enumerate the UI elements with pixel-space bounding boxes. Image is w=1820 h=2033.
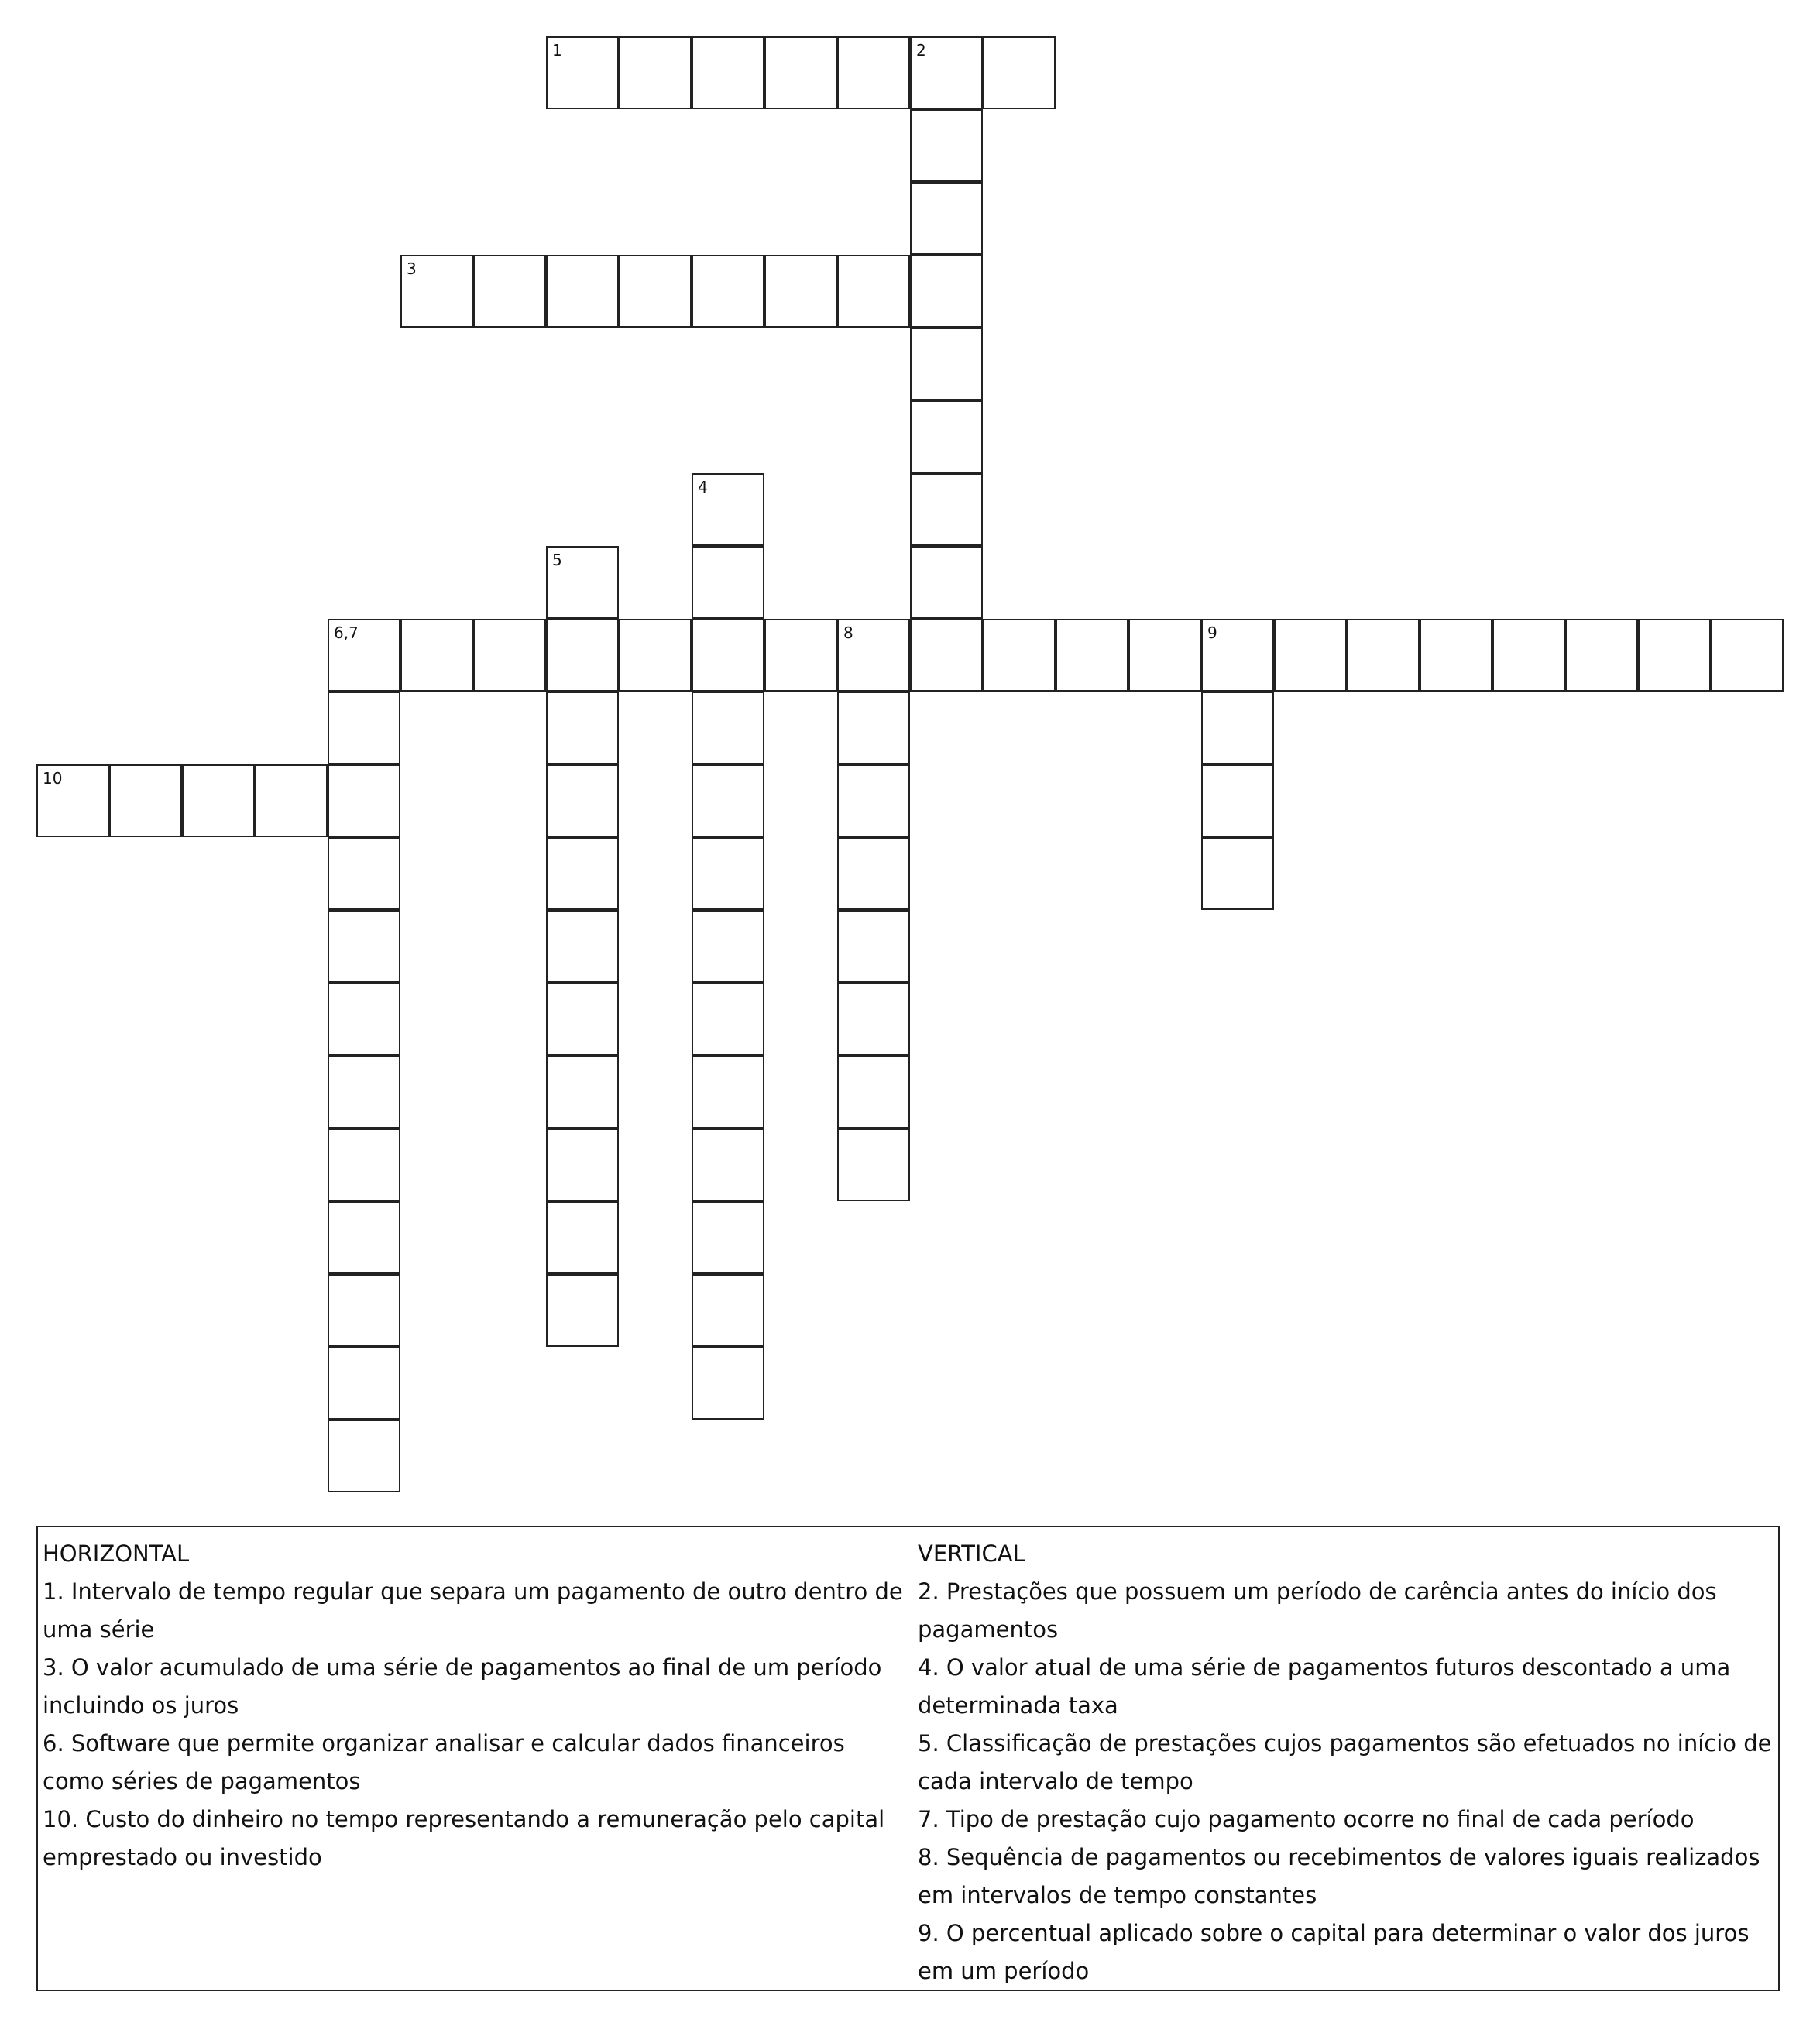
crossword-cell[interactable] — [692, 764, 764, 837]
crossword-cell[interactable] — [619, 255, 692, 328]
crossword-cell[interactable] — [910, 255, 983, 328]
crossword-cell[interactable] — [473, 619, 546, 692]
crossword-cell[interactable] — [546, 619, 619, 692]
crossword-cell[interactable] — [328, 910, 400, 983]
crossword-cell[interactable] — [328, 1201, 400, 1274]
crossword-cell[interactable] — [328, 692, 400, 764]
crossword-cell[interactable] — [837, 36, 910, 109]
crossword-cell[interactable] — [910, 473, 983, 546]
clue-horizontal-1: 1. Intervalo de tempo regular que separa um pagamento de outro dentro de uma série — [43, 1578, 903, 1643]
crossword-cell[interactable] — [910, 182, 983, 255]
clue-vertical-7: 7. Tipo de prestação cujo pagamento ocorre no final de cada período — [918, 1806, 1695, 1832]
crossword-cell[interactable] — [328, 1274, 400, 1347]
crossword-cell[interactable] — [837, 1056, 910, 1128]
clue-horizontal-10: 10. Custo do dinheiro no tempo representando a remuneração pelo capital emprestado ou investido — [43, 1806, 885, 1870]
crossword-cell[interactable] — [837, 837, 910, 910]
crossword-cell[interactable] — [546, 983, 619, 1056]
crossword-cell[interactable] — [692, 1128, 764, 1201]
crossword-cell[interactable] — [473, 255, 546, 328]
crossword-cell[interactable] — [546, 764, 619, 837]
crossword-cell[interactable] — [837, 1128, 910, 1201]
crossword-cell[interactable] — [764, 619, 837, 692]
cell-number: 2 — [916, 41, 926, 60]
crossword-cell[interactable] — [328, 1420, 400, 1492]
clue-vertical-4: 4. O valor atual de uma série de pagamentos futuros descontado a uma determinada taxa — [918, 1654, 1731, 1719]
crossword-cell[interactable] — [328, 983, 400, 1056]
cell-number: 4 — [698, 478, 708, 496]
horizontal-heading: HORIZONTAL — [43, 1540, 190, 1567]
crossword-cell[interactable] — [400, 255, 473, 328]
crossword-cell[interactable] — [546, 36, 619, 109]
crossword-cell[interactable] — [983, 36, 1056, 109]
clue-horizontal-3: 3. O valor acumulado de uma série de pagamentos ao final de um período incluindo os juros — [43, 1654, 882, 1719]
clue-vertical-2: 2. Prestações que possuem um período de carência antes do início dos pagamentos — [918, 1578, 1717, 1643]
crossword-cell[interactable] — [837, 983, 910, 1056]
crossword-cell[interactable] — [910, 400, 983, 473]
cell-number: 3 — [407, 259, 417, 278]
crossword-cell[interactable] — [546, 910, 619, 983]
crossword-cell[interactable] — [1565, 619, 1638, 692]
crossword-cell[interactable] — [692, 1347, 764, 1420]
crossword-cell[interactable] — [692, 255, 764, 328]
cell-number: 5 — [552, 551, 562, 569]
crossword-cell[interactable] — [1638, 619, 1711, 692]
crossword-cell[interactable] — [546, 1128, 619, 1201]
cell-number: 8 — [843, 623, 853, 642]
crossword-cell[interactable] — [546, 1201, 619, 1274]
cell-number: 1 — [552, 41, 562, 60]
crossword-cell[interactable] — [1201, 764, 1274, 837]
crossword-cell[interactable] — [1420, 619, 1492, 692]
crossword-cell[interactable] — [837, 764, 910, 837]
crossword-cell[interactable] — [1128, 619, 1201, 692]
crossword-cell[interactable] — [1201, 619, 1274, 692]
crossword-cell[interactable] — [692, 473, 764, 546]
crossword-cell[interactable] — [692, 546, 764, 619]
crossword-cell[interactable] — [1711, 619, 1784, 692]
vertical-clues — [918, 1535, 1781, 1990]
crossword-cell[interactable] — [619, 36, 692, 109]
crossword-cell[interactable] — [983, 619, 1056, 692]
crossword-cell[interactable] — [546, 1274, 619, 1347]
crossword-cell[interactable] — [692, 1056, 764, 1128]
horizontal-clues — [43, 1535, 906, 1877]
clue-horizontal-6: 6. Software que permite organizar analisar e calcular dados financeiros como séries de pagamentos — [43, 1730, 845, 1794]
crossword-cell[interactable] — [255, 764, 328, 837]
clue-vertical-9: 9. O percentual aplicado sobre o capital para determinar o valor dos juros em um período — [918, 1920, 1750, 1984]
crossword-cell[interactable] — [692, 619, 764, 692]
crossword-cell[interactable] — [910, 328, 983, 400]
crossword-cell[interactable] — [328, 837, 400, 910]
clue-vertical-5: 5. Classificação de prestações cujos pagamentos são efetuados no início de cada intervalo de tempo — [918, 1730, 1772, 1794]
crossword-cell[interactable] — [328, 1347, 400, 1420]
vertical-heading: VERTICAL — [918, 1540, 1025, 1567]
crossword-cell[interactable] — [764, 36, 837, 109]
crossword-cell[interactable] — [837, 910, 910, 983]
crossword-cell[interactable] — [837, 255, 910, 328]
cell-number: 6,7 — [334, 623, 359, 642]
crossword-cell[interactable] — [692, 36, 764, 109]
crossword-cell[interactable] — [400, 619, 473, 692]
crossword-cell[interactable] — [1056, 619, 1128, 692]
crossword-cell[interactable] — [109, 764, 182, 837]
crossword-cell[interactable] — [328, 1128, 400, 1201]
crossword-cell[interactable] — [1201, 837, 1274, 910]
cell-number: 10 — [43, 769, 63, 788]
crossword-cell[interactable] — [910, 546, 983, 619]
crossword-cell[interactable] — [36, 764, 109, 837]
cell-number: 9 — [1207, 623, 1217, 642]
crossword-cell[interactable] — [1201, 692, 1274, 764]
crossword-cell[interactable] — [1274, 619, 1347, 692]
crossword-cell[interactable] — [692, 1274, 764, 1347]
crossword-cell[interactable] — [546, 546, 619, 619]
crossword-cell[interactable] — [910, 619, 983, 692]
crossword-cell[interactable] — [328, 619, 400, 692]
crossword-cell[interactable] — [546, 1056, 619, 1128]
crossword-cell[interactable] — [619, 619, 692, 692]
crossword-cell[interactable] — [692, 837, 764, 910]
crossword-cell[interactable] — [910, 36, 983, 109]
crossword-cell[interactable] — [764, 255, 837, 328]
crossword-cell[interactable] — [1492, 619, 1565, 692]
crossword-cell[interactable] — [692, 983, 764, 1056]
crossword-cell[interactable] — [692, 1201, 764, 1274]
crossword-cell[interactable] — [328, 764, 400, 837]
crossword-cell[interactable] — [910, 109, 983, 182]
crossword-cell[interactable] — [328, 1056, 400, 1128]
crossword-cell[interactable] — [546, 255, 619, 328]
crossword-cell[interactable] — [1347, 619, 1420, 692]
clues-box — [36, 1526, 1780, 1991]
crossword-cell[interactable] — [837, 619, 910, 692]
crossword-cell[interactable] — [692, 692, 764, 764]
crossword-cell[interactable] — [546, 837, 619, 910]
crossword-cell[interactable] — [837, 692, 910, 764]
crossword-cell[interactable] — [182, 764, 255, 837]
clue-vertical-8: 8. Sequência de pagamentos ou recebimentos de valores iguais realizados em intervalos de tempo constantes — [918, 1844, 1760, 1908]
crossword-cell[interactable] — [546, 692, 619, 764]
crossword-cell[interactable] — [692, 910, 764, 983]
